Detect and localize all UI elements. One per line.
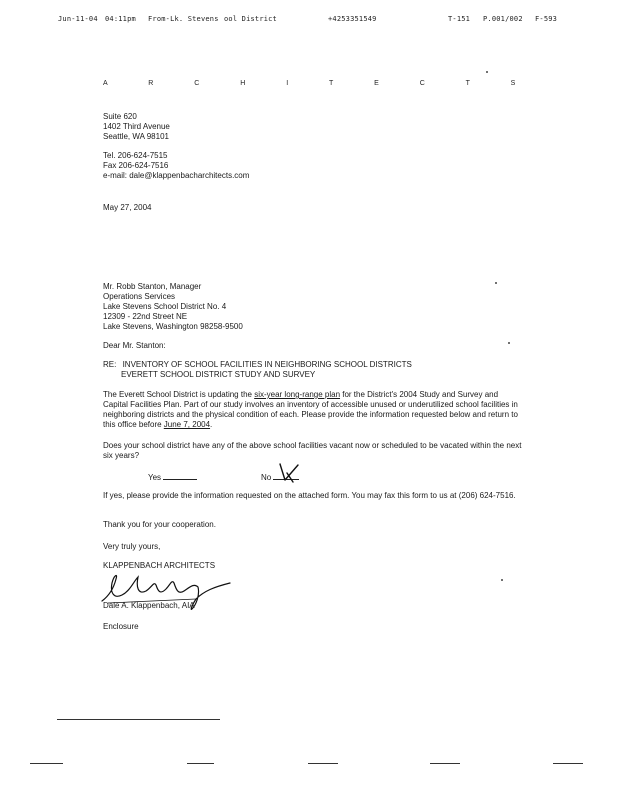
recipient-block — [103, 282, 243, 332]
deadline-date: June 7, 2004 — [163, 420, 211, 429]
body-paragraph-2: If yes, please provide the information requested on the attached form. You may fax this form to us at (206) 624-7516. — [103, 491, 516, 500]
fax-phone: +4253351549 — [328, 15, 377, 23]
tel-line: Tel. 206-624-7515 — [103, 151, 168, 160]
thanks-line: Thank you for your cooperation. — [103, 520, 216, 529]
scan-mark — [308, 763, 338, 764]
body-text: The Everett School District is updating the — [103, 390, 255, 399]
no-label: No — [261, 473, 272, 482]
signer-name: Dale A. Klappenbach, AIA — [103, 601, 195, 610]
vacancy-question: Does your school district have any of the above school facilities vacant now or scheduled to be vacated within the next six years? — [103, 441, 522, 460]
fax-date: Jun-11-04 — [58, 15, 98, 23]
yes-option — [148, 471, 197, 483]
scan-speck — [495, 282, 497, 284]
fax-fnum: F-593 — [535, 15, 558, 23]
scan-mark — [187, 763, 214, 764]
yes-blank — [163, 471, 197, 480]
letterhead-brand: A R C H I T E C T S — [103, 80, 535, 87]
re-label: RE: — [103, 360, 117, 369]
address-line: Seattle, WA 98101 — [103, 132, 169, 141]
fax-pages: P.001/002 — [483, 15, 523, 23]
check-mark-icon — [277, 462, 301, 484]
scan-mark — [430, 763, 460, 764]
fax-district: ool District — [224, 15, 277, 23]
scan-speck — [486, 71, 488, 73]
recipient-line: Operations Services — [103, 292, 176, 301]
fax-from: From-Lk. Stevens — [148, 15, 219, 23]
valediction: Very truly yours, — [103, 542, 161, 551]
re-line — [103, 360, 412, 370]
underlined-term: six-year long-range plan — [254, 390, 341, 399]
firm-name: KLAPPENBACH ARCHITECTS — [103, 561, 216, 570]
salutation: Dear Mr. Stanton: — [103, 341, 166, 350]
body-text: for the District's 2004 Study and Survey and Capital Facilities Plan. Part of our study involves an inventory of accessible unused or underutilized school facilities in neighboring districts and the physical condition of each. Please provide the information requested below and return to this office before — [103, 390, 518, 429]
scan-mark — [30, 763, 63, 764]
scan-mark — [553, 763, 583, 764]
re-subject-2: EVERETT SCHOOL DISTRICT STUDY AND SURVEY — [121, 370, 316, 379]
fax-line: Fax 206-624-7516 — [103, 161, 169, 170]
letter-date: May 27, 2004 — [103, 203, 152, 212]
recipient-line: Lake Stevens School District No. 4 — [103, 302, 227, 311]
address-line: Suite 620 — [103, 112, 137, 121]
recipient-line: 12309 - 22nd Street NE — [103, 312, 188, 321]
recipient-line: Lake Stevens, Washington 98258-9500 — [103, 322, 243, 331]
re-subject-1: INVENTORY OF SCHOOL FACILITIES IN NEIGHBORING SCHOOL DISTRICTS — [122, 360, 412, 369]
scan-speck — [508, 342, 510, 344]
fax-time: 04:11pm — [105, 15, 136, 23]
body-text: . — [210, 420, 213, 429]
email-line: e-mail: dale@klappenbacharchitects.com — [103, 171, 250, 180]
letterhead-contact — [103, 151, 249, 181]
address-line: 1402 Third Avenue — [103, 122, 170, 131]
enclosure-note: Enclosure — [103, 622, 139, 631]
footer-rule — [57, 719, 220, 720]
scan-speck — [501, 579, 503, 581]
recipient-line: Mr. Robb Stanton, Manager — [103, 282, 202, 291]
body-paragraph-1 — [103, 390, 523, 430]
yes-label: Yes — [148, 473, 162, 482]
letterhead-address — [103, 112, 170, 142]
fax-tnum: T-151 — [448, 15, 471, 23]
